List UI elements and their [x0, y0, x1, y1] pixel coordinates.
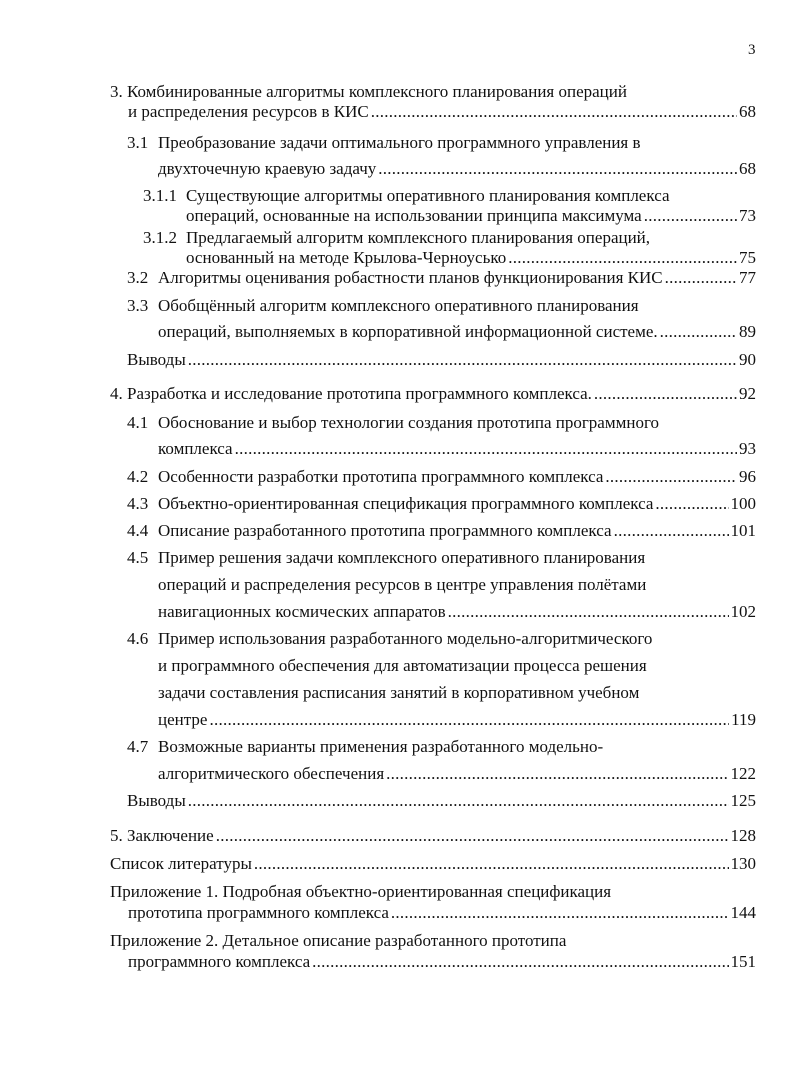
leader-dots — [312, 952, 728, 972]
toc-s45-title-line3: навигационных космических аппаратов — [158, 602, 446, 621]
toc-entry-s311[interactable] — [186, 206, 756, 228]
leader-dots — [448, 602, 729, 622]
toc-s32-number: 3.2 — [127, 268, 149, 287]
toc-app1-title-line2: прототипа программного комплекса — [128, 903, 389, 922]
toc-s46-title-line3: задачи составления расписания занятий в корпоративном учебном — [158, 683, 640, 702]
leader-dots — [665, 268, 737, 288]
toc-s32-title: Алгоритмы оценивания робастности планов функционирования КИС — [158, 268, 663, 287]
toc-s45-number: 4.5 — [127, 548, 149, 567]
toc-s44-page: 101 — [730, 521, 756, 540]
toc-ch3-page: 68 — [739, 102, 756, 121]
toc-s46-page: 119 — [731, 710, 756, 729]
toc-ch4-title: 4. Разработка и исследование прототипа программного комплекса. — [110, 384, 592, 403]
toc-s311-title-line2: операций, основанные на использовании принципа максимума — [186, 206, 642, 225]
toc-s41-title-line1: Обоснование и выбор технологии создания прототипа программного — [158, 413, 660, 432]
toc-s43-page: 100 — [730, 494, 756, 513]
toc-s45-page: 102 — [730, 602, 756, 621]
leader-dots — [605, 467, 737, 487]
toc-s312-title-line1: Предлагаемый алгоритм комплексного планирования операций, — [186, 228, 651, 247]
toc-entry-s43[interactable] — [158, 494, 756, 516]
leader-dots — [216, 826, 729, 846]
toc-s43-title: Объектно-ориентированная спецификация программного комплекса — [158, 494, 654, 513]
toc-refs-page: 130 — [730, 854, 756, 873]
toc-entry-s312[interactable] — [186, 248, 756, 270]
toc-app1-title-line1: Приложение 1. Подробная объектно-ориентированная спецификация — [110, 882, 612, 901]
toc-refs-title: Список литературы — [110, 854, 252, 873]
toc-entry-s32[interactable] — [158, 268, 756, 290]
toc-s312-page: 75 — [739, 248, 756, 267]
toc-entry-app2[interactable] — [128, 952, 756, 974]
toc-s33-number: 3.3 — [127, 296, 149, 315]
toc-ch3-title-line2: и распределения ресурсов в КИС — [128, 102, 369, 121]
leader-dots — [209, 710, 729, 730]
leader-dots — [644, 206, 737, 226]
toc-s33-page: 89 — [739, 322, 756, 341]
toc-entry-s41[interactable] — [158, 439, 756, 461]
toc-entry-ch5[interactable] — [110, 826, 756, 848]
toc-s31-title-line2: двухточечную краевую задачу — [158, 159, 377, 178]
toc-s42-number: 4.2 — [127, 467, 149, 486]
leader-dots — [378, 159, 737, 179]
leader-dots — [508, 248, 737, 268]
toc-app2-title-line2: программного комплекса — [128, 952, 311, 971]
toc-s33-title-line2: операций, выполняемых в корпоративной информационной системе. — [158, 322, 658, 341]
leader-dots — [254, 854, 729, 874]
toc-entry-s31[interactable] — [158, 159, 756, 181]
toc-entry-s45[interactable] — [158, 602, 756, 624]
leader-dots — [188, 350, 737, 370]
leader-dots — [188, 791, 729, 811]
toc-s45-title-line1: Пример решения задачи комплексного оперативного планирования — [158, 548, 646, 567]
toc-s31-page: 68 — [739, 159, 756, 178]
toc-entry-s42[interactable] — [158, 467, 756, 489]
toc-s47-page: 122 — [730, 764, 756, 783]
toc-entry-s33[interactable] — [158, 322, 756, 344]
toc-entry-ch3[interactable] — [128, 102, 756, 124]
toc-conc4-page: 125 — [730, 791, 756, 810]
toc-s46-title-line1: Пример использования разработанного модельно-алгоритмического — [158, 629, 653, 648]
toc-s43-number: 4.3 — [127, 494, 149, 513]
leader-dots — [594, 384, 737, 404]
toc-conc4-title: Выводы — [127, 791, 186, 810]
toc-ch5-page: 128 — [730, 826, 756, 845]
toc-entry-references[interactable] — [110, 854, 756, 876]
toc-s311-number: 3.1.1 — [143, 186, 177, 205]
toc-s312-title-line2: основанный на методе Крылова-Черноусько — [186, 248, 507, 267]
toc-ch3-title-line1: 3. Комбинированные алгоритмы комплексного планирования операций — [110, 82, 627, 101]
toc-s311-page: 73 — [739, 206, 756, 225]
toc-entry-conclusions-ch3[interactable] — [127, 350, 756, 372]
toc-s44-title: Описание разработанного прототипа программного комплекса — [158, 521, 612, 540]
toc-s42-page: 96 — [739, 467, 756, 486]
toc-s47-title-line1: Возможные варианты применения разработанного модельно- — [158, 737, 604, 756]
toc-s47-title-line2: алгоритмического обеспечения — [158, 764, 385, 783]
toc-s32-page: 77 — [739, 268, 756, 287]
toc-s312-number: 3.1.2 — [143, 228, 177, 247]
toc-app2-title-line1: Приложение 2. Детальное описание разработанного прототипа — [110, 931, 567, 950]
toc-entry-ch4[interactable] — [110, 384, 756, 406]
toc-entry-conclusions-ch4[interactable] — [127, 791, 756, 813]
leader-dots — [660, 322, 737, 342]
toc-s47-number: 4.7 — [127, 737, 149, 756]
toc-s31-number: 3.1 — [127, 133, 149, 152]
toc-entry-s44[interactable] — [158, 521, 756, 543]
toc-s41-page: 93 — [739, 439, 756, 458]
leader-dots — [386, 764, 728, 784]
toc-s31-title-line1: Преобразование задачи оптимального программного управления в — [158, 133, 641, 152]
toc-entry-s46[interactable] — [158, 710, 756, 732]
toc-s41-number: 4.1 — [127, 413, 149, 432]
toc-entry-s47[interactable] — [158, 764, 756, 786]
toc-s46-title-line4: центре — [158, 710, 208, 729]
page-number: 3 — [748, 42, 756, 58]
toc-ch5-title: 5. Заключение — [110, 826, 214, 845]
toc-s44-number: 4.4 — [127, 521, 149, 540]
toc-s42-title: Особенности разработки прототипа программного комплекса — [158, 467, 604, 486]
toc-s33-title-line1: Обобщённый алгоритм комплексного оперативного планирования — [158, 296, 639, 315]
leader-dots — [614, 521, 729, 541]
toc-s46-title-line2: и программного обеспечения для автоматизации процесса решения — [158, 656, 647, 675]
toc-conc3-title: Выводы — [127, 350, 186, 369]
toc-app1-page: 144 — [730, 903, 756, 922]
toc-s45-title-line2: операций и распределения ресурсов в центре управления полётами — [158, 575, 647, 594]
toc-s311-title-line1: Существующие алгоритмы оперативного планирования комплекса — [186, 186, 670, 205]
toc-ch4-page: 92 — [739, 384, 756, 403]
toc-s46-number: 4.6 — [127, 629, 149, 648]
leader-dots — [235, 439, 737, 459]
toc-conc3-page: 90 — [739, 350, 756, 369]
toc-entry-app1[interactable] — [128, 903, 756, 925]
leader-dots — [655, 494, 728, 514]
leader-dots — [371, 102, 737, 122]
toc-app2-page: 151 — [730, 952, 756, 971]
leader-dots — [391, 903, 729, 923]
toc-s41-title-line2: комплекса — [158, 439, 233, 458]
